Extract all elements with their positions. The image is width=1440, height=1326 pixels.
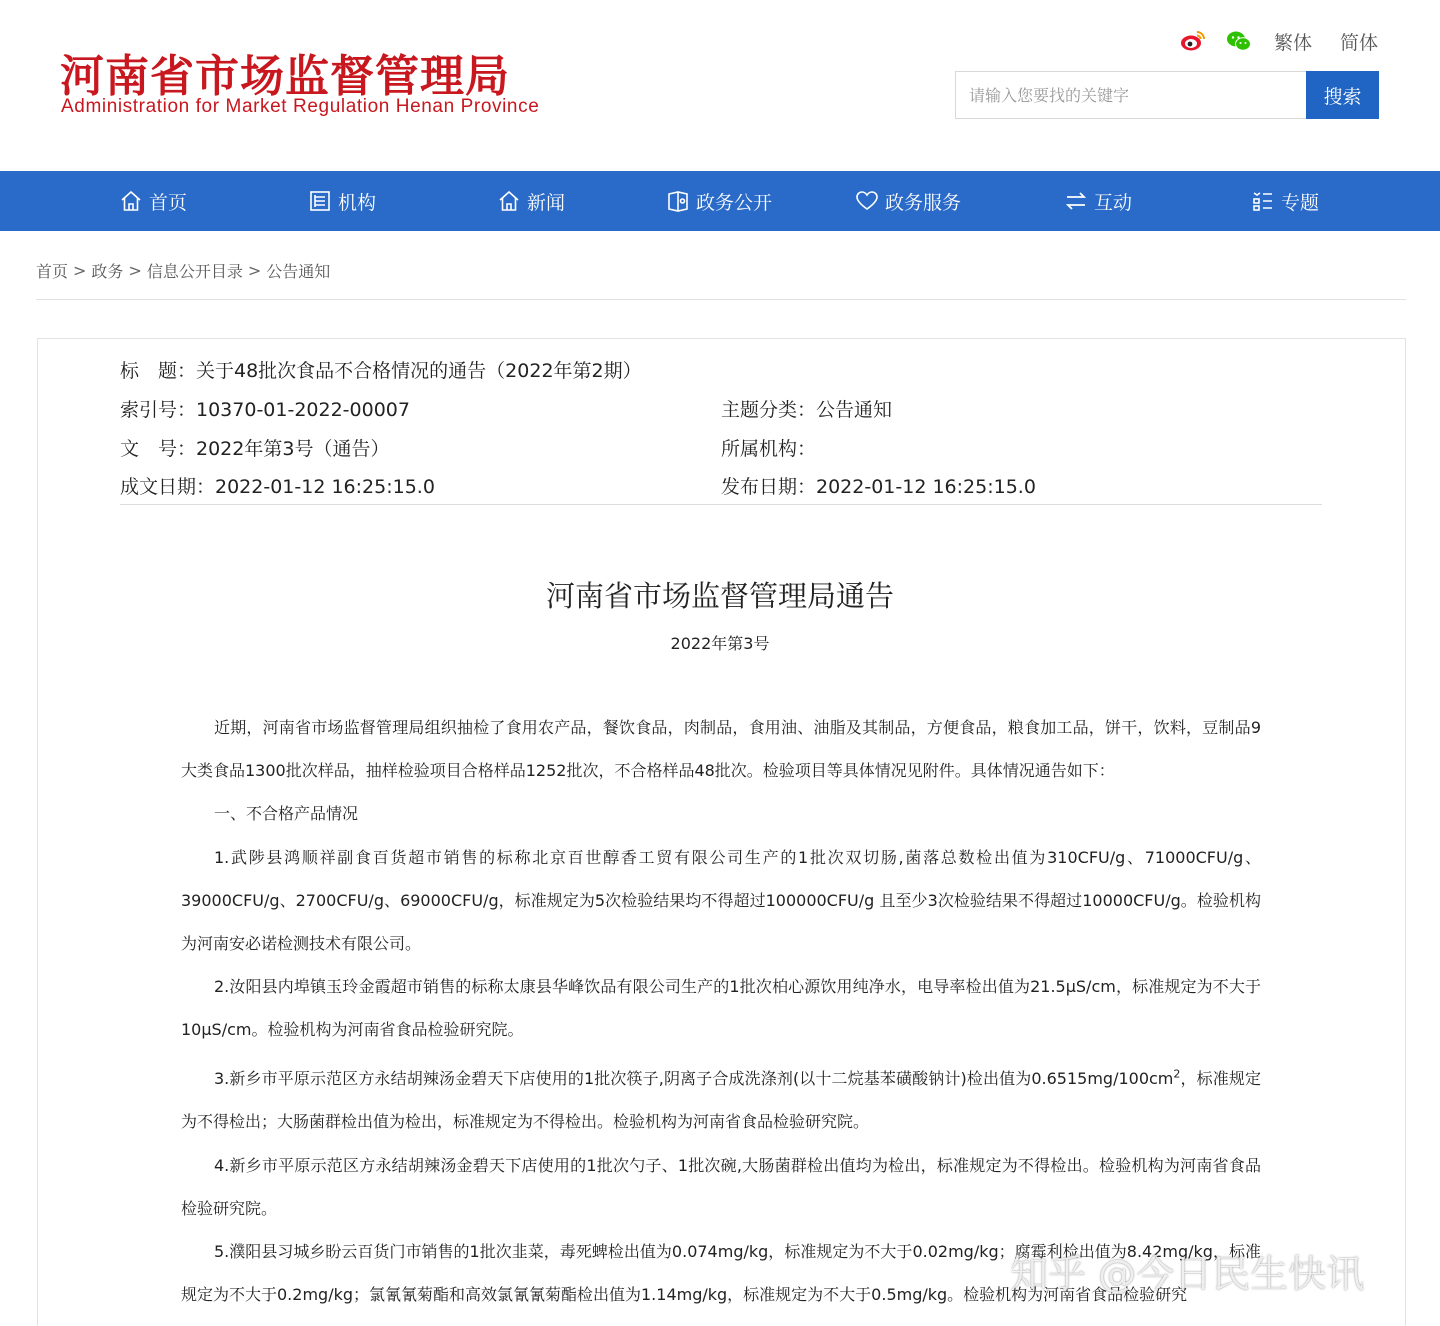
paragraph-item-4: 4.新乡市平原示范区方永结胡辣汤金碧天下店使用的1批次勺子、1批次碗,大肠菌群检出值均为检出，标准规定为不得检出。检验机构为河南省食品检验研究院。 <box>181 1156 1261 1218</box>
breadcrumb-separator: > <box>128 261 142 280</box>
site-logo-en[interactable]: Administration for Market Regulation Henan Province <box>61 96 540 117</box>
org-icon <box>308 189 332 213</box>
superscript: 2 <box>1173 1067 1181 1081</box>
list-icon <box>1251 189 1275 213</box>
nav-item-news[interactable] <box>497 171 565 231</box>
breadcrumb-separator: > <box>247 261 262 280</box>
paragraph-item-1: 1.武陟县鸿顺祥副食百货超市销售的标称北京百世醇香工贸有限公司生产的1批次双切肠,菌落总数检出值为310CFU/g、71000CFU/g、39000CFU/g、2700CFU/g、69000CFU/g，标准规定为5次检验结果均不得超过100000CFU/g 且至少3次检验结果不得超过10000CFU/g。检验机构为河南安必诺检测技术有限公司。 <box>181 848 1261 953</box>
exchange-icon <box>1064 189 1088 213</box>
nav-item-topics[interactable] <box>1251 171 1319 231</box>
breadcrumb-home[interactable]: 首页 <box>36 262 69 281</box>
breadcrumb-catalog[interactable]: 信息公开目录 <box>146 262 243 281</box>
nav-label: 政务公开 <box>696 191 773 214</box>
divider <box>36 299 1406 300</box>
wechat-icon[interactable] <box>1226 28 1252 54</box>
breadcrumb-gov[interactable]: 政务 <box>91 262 124 281</box>
nav-item-open-gov[interactable] <box>666 171 772 231</box>
meta-index: 索引号：10370-01-2022-00007 <box>120 399 410 421</box>
paragraph-item-2: 2.汝阳县内埠镇玉玲金霞超市销售的标称太康县华峰饮品有限公司生产的1批次柏心源饮用纯净水，电导率检出值为21.5μS/cm，标准规定为不大于10μS/cm。检验机构为河南省食品检验研究院。 <box>181 977 1261 1039</box>
divider <box>120 504 1322 505</box>
heart-icon <box>855 189 879 213</box>
search-box <box>955 71 1307 119</box>
nav-label: 机构 <box>338 191 377 214</box>
meta-category: 主题分类：公告通知 <box>721 399 893 421</box>
document-number: 2022年第3号 <box>670 634 770 653</box>
breadcrumb-notice[interactable]: 公告通知 <box>266 262 331 281</box>
nav-label: 互动 <box>1094 191 1133 214</box>
weibo-icon[interactable] <box>1180 28 1206 54</box>
breadcrumb-separator: > <box>73 261 87 280</box>
lang-traditional-link[interactable]: 繁体 <box>1274 31 1313 54</box>
meta-created: 成文日期：2022-01-12 16:25:15.0 <box>120 476 435 498</box>
lang-simplified-link[interactable]: 简体 <box>1340 31 1379 54</box>
open-gov-icon <box>666 189 690 213</box>
nav-item-home[interactable] <box>119 171 187 231</box>
nav-item-interact[interactable] <box>1064 171 1132 231</box>
nav-item-gov-service[interactable] <box>855 171 961 231</box>
paragraph-item-3 <box>181 1057 1261 1143</box>
paragraph-intro: 近期，河南省市场监督管理局组织抽检了食用农产品，餐饮食品，肉制品，食用油、油脂及其制品，方便食品，粮食加工品，饼干，饮料，豆制品9大类食品1300批次样品，抽样检验项目合格样品1252批次，不合格样品48批次。检验项目等具体情况见附件。具体情况通告如下： <box>181 718 1261 780</box>
news-icon <box>497 189 521 213</box>
item-3-text-cont: ，标准规定为不得检出；大肠菌群检出值为检出，标准规定为不得检出。检验机构为河南省食品检验研究院。 <box>181 1069 1261 1131</box>
nav-label: 首页 <box>149 191 188 214</box>
document-title: 河南省市场监督管理局通告 <box>545 579 894 613</box>
search-button[interactable]: 搜索 <box>1306 71 1379 119</box>
breadcrumb <box>36 259 330 282</box>
main-nav <box>0 171 1440 231</box>
nav-label: 专题 <box>1281 191 1320 214</box>
site-logo-cn[interactable]: 河南省市场监督管理局 <box>60 51 510 102</box>
nav-label: 新闻 <box>527 191 566 214</box>
top-links <box>1180 26 1378 56</box>
meta-agency: 所属机构： <box>721 438 817 460</box>
meta-doc-no: 文 号：2022年第3号（通告） <box>120 438 390 460</box>
search-input[interactable] <box>956 72 1306 118</box>
nav-label: 政务服务 <box>885 191 962 214</box>
item-3-text: 3.新乡市平原示范区方永结胡辣汤金碧天下店使用的1批次筷子,阴离子合成洗涤剂(以十二烷基苯磺酸钠计)检出值为0.6515mg/100cm <box>214 1069 1174 1088</box>
meta-title: 标 题：关于48批次食品不合格情况的通告（2022年第2期） <box>120 360 642 382</box>
site-header <box>0 0 1440 171</box>
paragraph-item-5: 5.濮阳县习城乡盼云百货门市销售的1批次韭菜，毒死蜱检出值为0.074mg/kg，标准规定为不大于0.02mg/kg；腐霉利检出值为8.42mg/kg，标准规定为不大于0.2mg/kg；氯氰氰菊酯和高效氯氰氰菊酯检出值为1.14mg/kg，标准规定为不大于0.5mg/kg。检验机构为河南省食品检验研究 <box>181 1242 1261 1304</box>
watermark: 知乎 @今日民生快讯 <box>1010 1252 1365 1296</box>
section-heading: 一、不合格产品情况 <box>214 804 359 823</box>
home-icon <box>119 189 143 213</box>
nav-item-org[interactable] <box>308 171 376 231</box>
meta-published: 发布日期：2022-01-12 16:25:15.0 <box>721 476 1036 498</box>
